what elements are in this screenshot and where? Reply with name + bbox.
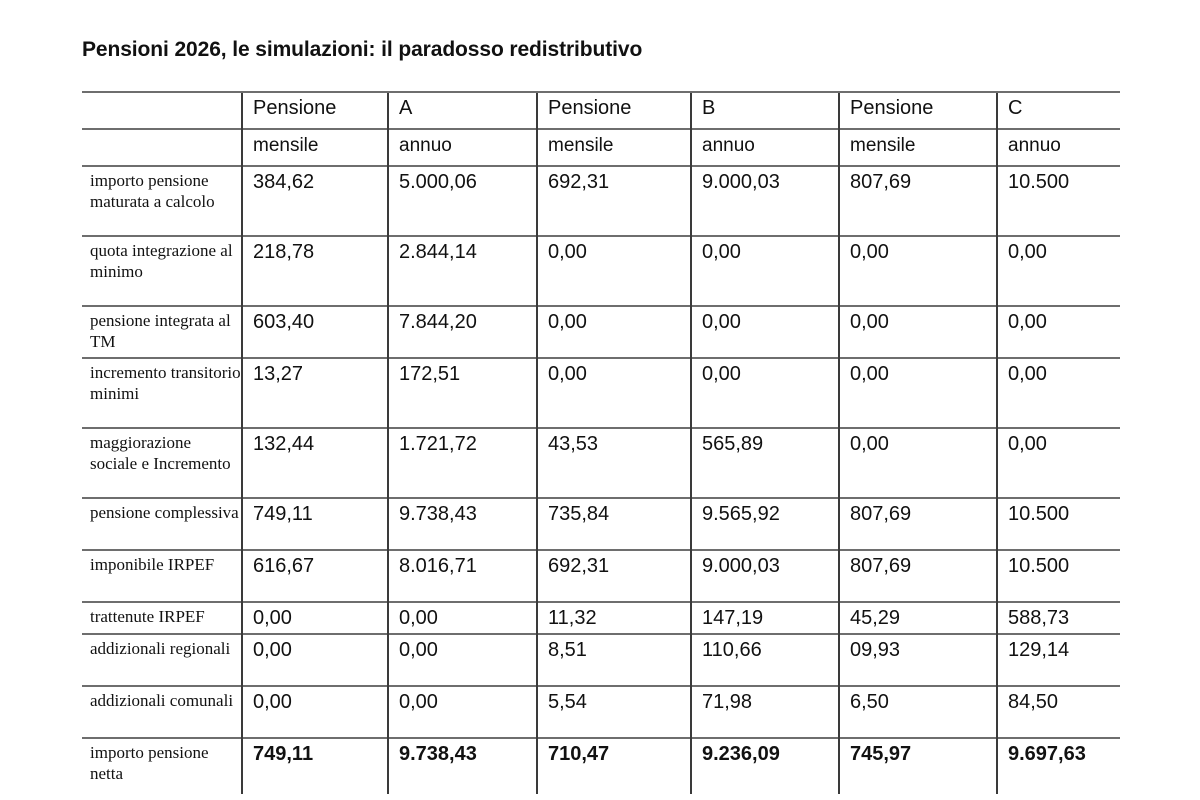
row-value: 749,11 [242,498,388,550]
row-value: 8,51 [537,634,691,686]
row-value: 565,89 [691,428,839,498]
row-label: quota integrazione al minimo [82,236,242,306]
row-value: 8.016,71 [388,550,537,602]
row-value: 692,31 [537,550,691,602]
row-value: 5,54 [537,686,691,738]
row-value: 11,32 [537,602,691,634]
row-value: 7.844,20 [388,306,537,358]
table-row [82,550,1120,602]
row-value: 0,00 [997,306,1120,358]
header-cell-c: C [997,92,1120,129]
row-value: 710,47 [537,738,691,794]
row-value: 9.697,63 [997,738,1120,794]
header-sub-mensile-c: mensile [839,129,997,166]
row-value: 745,97 [839,738,997,794]
row-value: 0,00 [691,358,839,428]
header-cell-a: A [388,92,537,129]
row-label: addizionali comunali [82,686,242,738]
row-value: 13,27 [242,358,388,428]
header-row-scenario [82,92,1120,129]
row-value: 218,78 [242,236,388,306]
row-label: pensione integrata al TM [82,306,242,358]
row-value: 43,53 [537,428,691,498]
row-value: 10.500 [997,166,1120,236]
row-value: 807,69 [839,550,997,602]
table-row [82,236,1120,306]
table-row [82,498,1120,550]
row-value: 09,93 [839,634,997,686]
row-value: 10.500 [997,498,1120,550]
header-cell-pensione-b: Pensione [537,92,691,129]
table-row [82,686,1120,738]
row-value: 588,73 [997,602,1120,634]
row-value: 0,00 [839,358,997,428]
row-value: 0,00 [997,236,1120,306]
row-value: 807,69 [839,498,997,550]
row-value: 45,29 [839,602,997,634]
simulation-table-container [82,91,1120,794]
row-value: 384,62 [242,166,388,236]
row-value: 9.738,43 [388,498,537,550]
row-value: 172,51 [388,358,537,428]
row-value: 110,66 [691,634,839,686]
row-value: 0,00 [537,236,691,306]
row-value: 9.000,03 [691,166,839,236]
table-row [82,634,1120,686]
table-body [82,166,1120,794]
header-cell-b: B [691,92,839,129]
row-value: 9.236,09 [691,738,839,794]
header-sub-annuo-a: annuo [388,129,537,166]
header-sub-mensile-b: mensile [537,129,691,166]
table-row-total [82,738,1120,794]
row-label: imponibile IRPEF [82,550,242,602]
row-value: 0,00 [242,602,388,634]
table-row [82,602,1120,634]
row-value: 10.500 [997,550,1120,602]
row-value: 0,00 [388,686,537,738]
row-value: 9.565,92 [691,498,839,550]
row-value: 0,00 [388,634,537,686]
row-label: incremento transitorio minimi [82,358,242,428]
row-value: 147,19 [691,602,839,634]
row-value: 9.738,43 [388,738,537,794]
row-label: addizionali regionali [82,634,242,686]
row-value: 0,00 [839,236,997,306]
row-value: 0,00 [691,306,839,358]
row-value: 735,84 [537,498,691,550]
header-sub-annuo-b: annuo [691,129,839,166]
table-row [82,166,1120,236]
header-sub-mensile-a: mensile [242,129,388,166]
row-value: 0,00 [997,358,1120,428]
row-value: 129,14 [997,634,1120,686]
row-value: 603,40 [242,306,388,358]
row-label: maggiorazione sociale e Incremento [82,428,242,498]
table-head [82,92,1120,166]
header-row-period [82,129,1120,166]
row-label: importo pensione maturata a calcolo [82,166,242,236]
pension-simulation-table [82,91,1120,794]
row-value: 5.000,06 [388,166,537,236]
row-value: 807,69 [839,166,997,236]
row-value: 0,00 [691,236,839,306]
row-value: 616,67 [242,550,388,602]
row-label: pensione complessiva [82,498,242,550]
header-sub-corner-cell [82,129,242,166]
row-value: 692,31 [537,166,691,236]
table-row [82,428,1120,498]
row-value: 0,00 [839,428,997,498]
table-row [82,306,1120,358]
header-sub-annuo-c: annuo [997,129,1120,166]
row-value: 0,00 [997,428,1120,498]
table-row [82,358,1120,428]
header-corner-cell [82,92,242,129]
row-value: 132,44 [242,428,388,498]
row-label: importo pensione netta [82,738,242,794]
row-label: trattenute IRPEF [82,602,242,634]
row-value: 0,00 [388,602,537,634]
row-value: 2.844,14 [388,236,537,306]
row-value: 0,00 [537,306,691,358]
row-value: 0,00 [242,634,388,686]
row-value: 6,50 [839,686,997,738]
page-title: Pensioni 2026, le simulazioni: il paradosso redistributivo [82,38,643,61]
row-value: 9.000,03 [691,550,839,602]
row-value: 749,11 [242,738,388,794]
row-value: 1.721,72 [388,428,537,498]
row-value: 0,00 [537,358,691,428]
header-cell-pensione-c: Pensione [839,92,997,129]
row-value: 71,98 [691,686,839,738]
row-value: 0,00 [242,686,388,738]
header-cell-pensione-a: Pensione [242,92,388,129]
row-value: 0,00 [839,306,997,358]
row-value: 84,50 [997,686,1120,738]
